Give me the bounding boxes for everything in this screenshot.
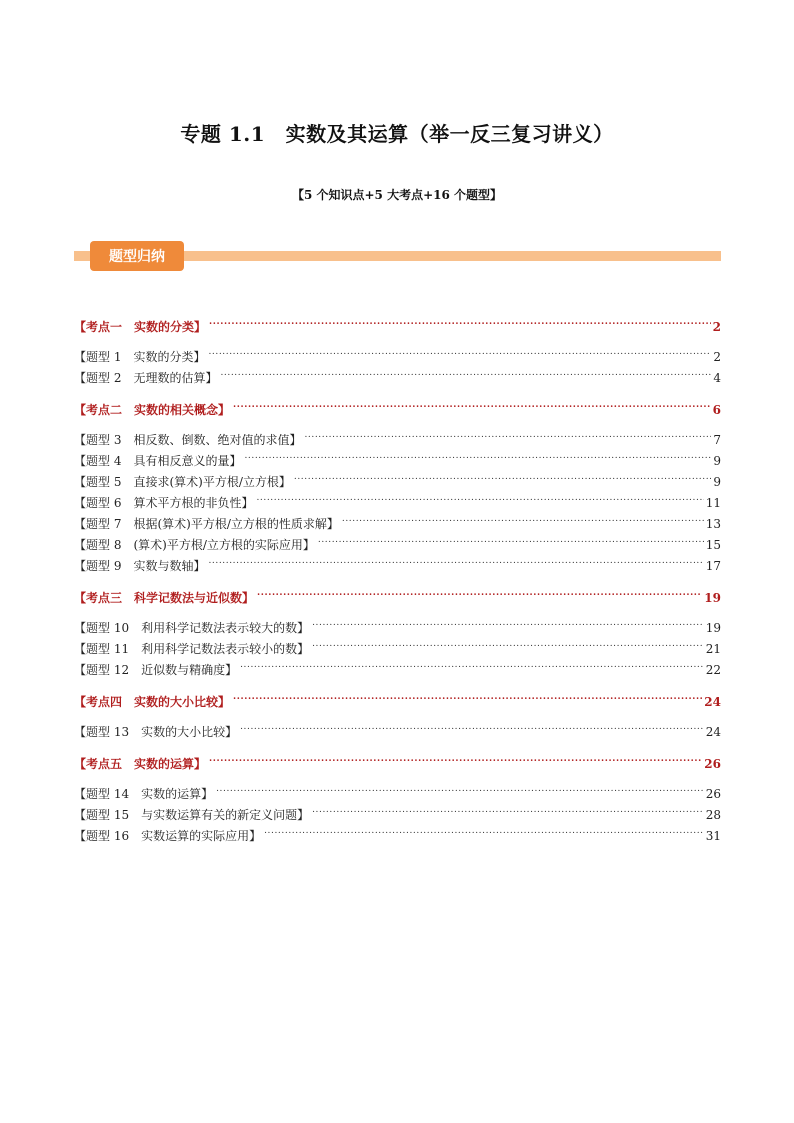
toc-page-number: 24 [705, 725, 721, 739]
toc-entry-tixing[interactable] [74, 777, 721, 801]
toc-page-number: 2 [712, 320, 721, 334]
toc-page-number: 11 [705, 496, 721, 510]
toc-entry-label: 【题型 2 无理数的估算】 [74, 371, 218, 385]
toc-entry-tixing[interactable] [74, 715, 721, 739]
toc-leader-dots [294, 465, 712, 486]
toc-entry-label: 【题型 3 相反数、倒数、绝对值的求值】 [74, 433, 302, 447]
toc-entry-kaodian[interactable] [74, 393, 721, 417]
toc-page-number: 24 [704, 695, 721, 709]
toc-entry-label: 【题型 5 直接求(算术)平方根/立方根】 [74, 475, 291, 489]
toc-entry-label: 【题型 6 算术平方根的非负性】 [74, 496, 254, 510]
toc-leader-dots [233, 393, 711, 414]
toc-entry-tixing[interactable] [74, 611, 721, 635]
toc-page-number: 9 [713, 475, 721, 489]
toc-leader-dots [342, 507, 704, 528]
table-of-contents [74, 310, 721, 851]
toc-page-number: 31 [705, 829, 721, 843]
toc-page-number: 4 [713, 371, 721, 385]
toc-leader-dots [304, 423, 711, 444]
toc-page-number: 26 [705, 787, 721, 801]
toc-entry-label: 【题型 10 利用科学记数法表示较大的数】 [74, 621, 310, 635]
toc-entry-label: 【考点四 实数的大小比较】 [74, 695, 231, 709]
toc-page-number: 17 [705, 559, 721, 573]
toc-leader-dots [240, 715, 704, 736]
toc-leader-dots [256, 486, 703, 507]
toc-entry-label: 【考点五 实数的运算】 [74, 757, 207, 771]
toc-group-kaodian-3 [74, 581, 721, 677]
toc-entry-label: 【题型 14 实数的运算】 [74, 787, 214, 801]
toc-leader-dots [312, 798, 704, 819]
toc-page-number: 22 [705, 663, 721, 677]
toc-leader-dots [318, 528, 704, 549]
toc-entry-label: 【考点一 实数的分类】 [74, 320, 207, 334]
toc-entry-label: 【题型 15 与实数运算有关的新定义问题】 [74, 808, 310, 822]
toc-page-number: 21 [705, 642, 721, 656]
toc-leader-dots [220, 361, 711, 382]
toc-entry-label: 【题型 16 实数运算的实际应用】 [74, 829, 262, 843]
toc-group-kaodian-2 [74, 393, 721, 573]
toc-entry-label: 【题型 7 根据(算术)平方根/立方根的性质求解】 [74, 517, 339, 531]
toc-entry-label: 【考点二 实数的相关概念】 [74, 403, 231, 417]
toc-page-number: 28 [705, 808, 721, 822]
toc-leader-dots [208, 340, 711, 361]
toc-entry-label: 【题型 4 具有相反意义的量】 [74, 454, 242, 468]
toc-leader-dots [264, 819, 704, 840]
toc-page-number: 26 [704, 757, 721, 771]
toc-leader-dots [312, 632, 704, 653]
toc-leader-dots [209, 310, 711, 331]
toc-entry-kaodian[interactable] [74, 747, 721, 771]
toc-entry-label: 【题型 13 实数的大小比较】 [74, 725, 238, 739]
toc-entry-label: 【题型 8 (算术)平方根/立方根的实际应用】 [74, 538, 315, 552]
toc-entry-label: 【题型 1 实数的分类】 [74, 350, 206, 364]
toc-page-number: 9 [713, 454, 721, 468]
toc-page-number: 19 [704, 591, 721, 605]
toc-leader-dots [233, 685, 702, 706]
toc-page-number: 13 [705, 517, 721, 531]
toc-entry-tixing[interactable] [74, 423, 721, 447]
toc-entry-tixing[interactable] [74, 340, 721, 364]
toc-group-kaodian-4 [74, 685, 721, 739]
toc-group-kaodian-5 [74, 747, 721, 843]
page-title: 专题 1.1 实数及其运算（举一反三复习讲义） [180, 122, 614, 146]
toc-page-number: 2 [713, 350, 721, 364]
toc-leader-dots [208, 549, 703, 570]
toc-page-number: 7 [713, 433, 721, 447]
toc-leader-dots [244, 444, 711, 465]
toc-entry-kaodian[interactable] [74, 581, 721, 605]
toc-entry-label: 【题型 9 实数与数轴】 [74, 559, 206, 573]
page-subtitle: 【5 个知识点+5 大考点+16 个题型】 [291, 188, 503, 202]
section-tab: 题型归纳 [90, 241, 184, 271]
toc-group-kaodian-1 [74, 310, 721, 385]
toc-entry-kaodian[interactable] [74, 310, 721, 334]
toc-leader-dots [240, 653, 704, 674]
toc-entry-label: 【题型 12 近似数与精确度】 [74, 663, 238, 677]
toc-leader-dots [312, 611, 704, 632]
toc-leader-dots [209, 747, 702, 768]
toc-page-number: 19 [705, 621, 721, 635]
toc-entry-kaodian[interactable] [74, 685, 721, 709]
toc-page-number: 15 [705, 538, 721, 552]
toc-leader-dots [216, 777, 704, 798]
toc-leader-dots [257, 581, 702, 602]
toc-entry-label: 【考点三 科学记数法与近似数】 [74, 591, 255, 605]
toc-page-number: 6 [712, 403, 721, 417]
toc-entry-label: 【题型 11 利用科学记数法表示较小的数】 [74, 642, 310, 656]
